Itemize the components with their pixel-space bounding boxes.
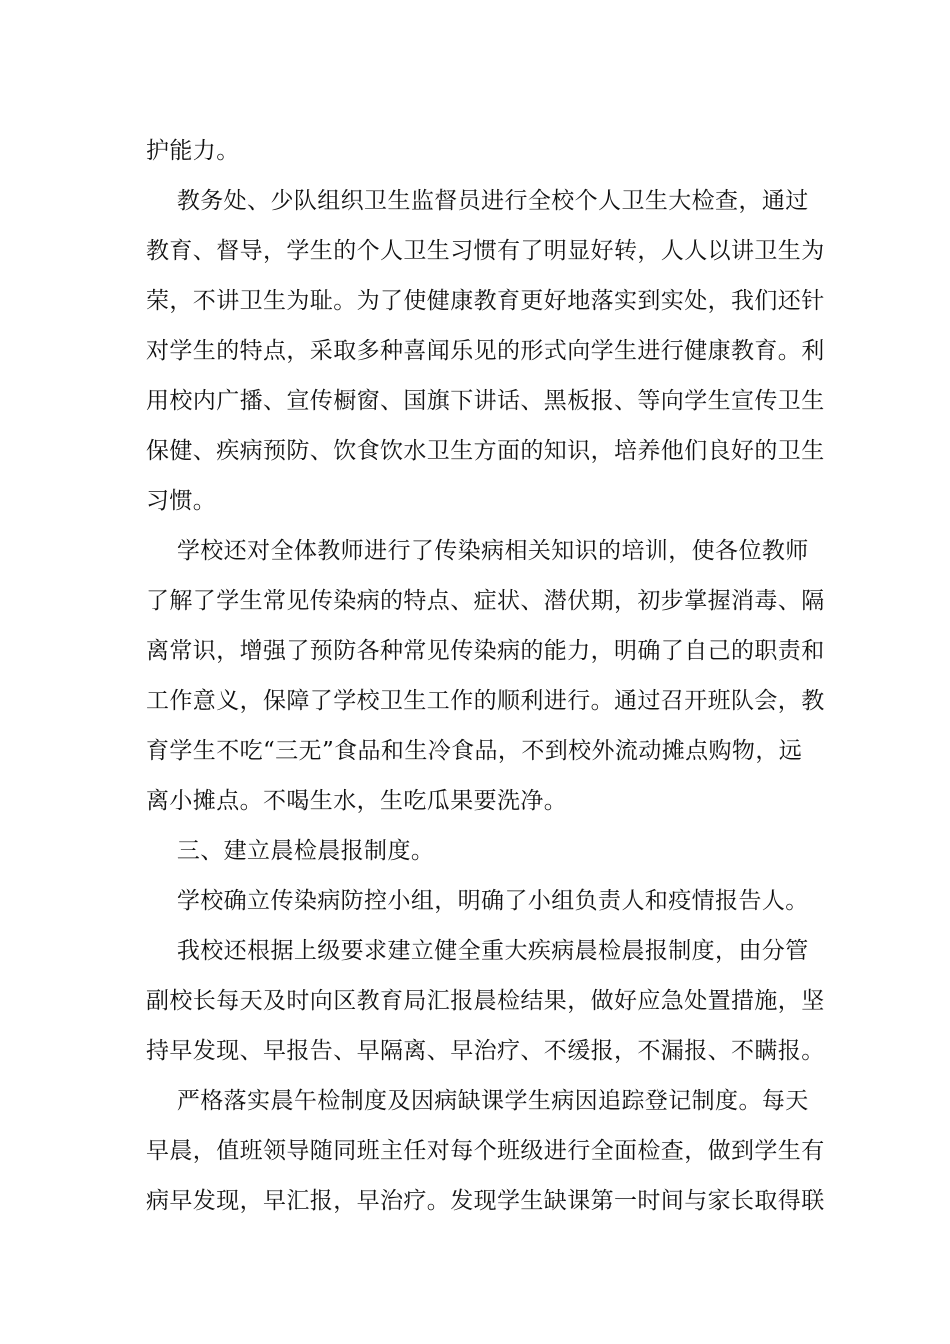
text-line: 我校还根据上级要求建立健全重大疾病晨检晨报制度，由分管 (146, 938, 809, 964)
text-line: 教育、督导，学生的个人卫生习惯有了明显好转，人人以讲卫生为 (146, 238, 825, 264)
text-line: 学校还对全体教师进行了传染病相关知识的培训，使各位教师 (146, 538, 809, 564)
text-line: 严格落实晨午检制度及因病缺课学生病因追踪登记制度。每天 (146, 1088, 809, 1114)
text-line: 荣，不讲卫生为耻。为了使健康教育更好地落实到实处，我们还针 (146, 288, 825, 314)
text-line: 了解了学生常见传染病的特点、症状、潜伏期，初步掌握消毒、隔 (146, 588, 825, 614)
text-line: 用校内广播、宣传橱窗、国旗下讲话、黑板报、等向学生宣传卫生 (146, 388, 825, 414)
text-line: 病早发现，早汇报，早治疗。发现学生缺课第一时间与家长取得联 (146, 1188, 825, 1214)
text-line: 习惯。 (146, 488, 217, 514)
text-line: 离小摊点。不喝生水，生吃瓜果要洗净。 (146, 788, 568, 814)
text-line: 学校确立传染病防控小组，明确了小组负责人和疫情报告人。 (146, 888, 809, 914)
text-line: 持早发现、早报告、早隔离、早治疗、不缓报，不漏报、不瞒报。 (146, 1038, 825, 1064)
section-heading: 三、建立晨检晨报制度。 (146, 838, 435, 864)
text-line: 育学生不吃“三无”食品和生冷食品，不到校外流动摊点购物，远 (146, 738, 803, 764)
text-line: 保健、疾病预防、饮食饮水卫生方面的知识，培养他们良好的卫生 (146, 438, 825, 464)
body-text (146, 126, 825, 1226)
text-line: 离常识，增强了预防各种常见传染病的能力，明确了自己的职责和 (146, 638, 825, 664)
text-line: 对学生的特点，采取多种喜闻乐见的形式向学生进行健康教育。利 (146, 338, 825, 364)
text-line: 护能力。 (146, 138, 240, 164)
text-line: 教务处、少队组织卫生监督员进行全校个人卫生大检查，通过 (146, 188, 809, 214)
text-line: 副校长每天及时向区教育局汇报晨检结果，做好应急处置措施，坚 (146, 988, 825, 1014)
text-line: 早晨，值班领导随同班主任对每个班级进行全面检查，做到学生有 (146, 1138, 825, 1164)
text-line: 工作意义，保障了学校卫生工作的顺利进行。通过召开班队会，教 (146, 688, 825, 714)
